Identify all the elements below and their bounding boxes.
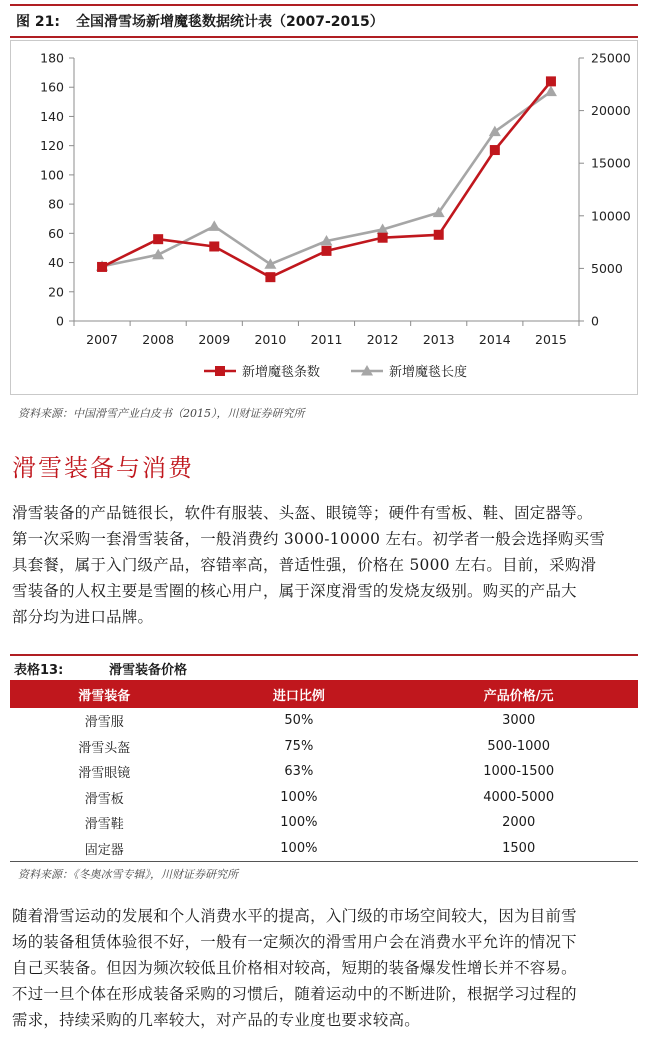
table-row [10,734,638,760]
table-cell: 固定器 [10,836,198,862]
table-title-bar [10,654,638,680]
figure-title: 全国滑雪场新增魔毯数据统计表（2007-2015） [76,14,384,30]
legend-label: 新增魔毯长度 [389,365,468,380]
table-title: 滑雪装备价格 [109,662,188,678]
paragraph-line: 不过一旦个体在形成装备采购的习惯后，随着运动中的不断进阶，根据学习过程的 [12,985,577,1003]
y-left-tick-label: 180 [40,50,64,66]
figure-number: 图 21: [16,14,60,30]
y-left-tick-label: 20 [48,284,64,300]
y-right-tick-label: 25000 [591,50,631,66]
y-left-tick-label: 120 [40,138,64,154]
paragraph-1 [12,500,638,630]
data-point-count [153,234,163,244]
column-header: 滑雪装备 [10,680,198,708]
table-header-row [10,680,638,708]
legend-label: 新增魔毯条数 [242,365,321,380]
table-cell: 滑雪鞋 [84,817,124,833]
table-cell: 75% [284,738,314,754]
table-cell: 滑雪板 [84,791,124,807]
table-cell: 滑雪服 [84,715,124,731]
y-right-tick-label: 10000 [591,208,631,224]
y-right-tick-label: 20000 [591,103,631,119]
column-header: 产品价格/元 [399,680,638,708]
x-tick-label: 2011 [310,332,343,347]
table-row [10,810,638,836]
table-source: 资料来源：《冬奥冰雪专辑》，川财证券研究所 [18,868,238,881]
x-tick-label: 2007 [86,332,118,347]
y-right-tick-label: 5000 [591,260,623,276]
y-left-tick-label: 80 [48,196,64,212]
y-left-tick-label: 0 [56,313,64,329]
data-point-count [322,246,332,256]
x-tick-label: 2015 [535,332,567,347]
paragraph-line: 自己买装备。但因为频次较低且价格相对较高，短期的装备爆发性增长并不容易。 [12,959,577,977]
data-point-length [208,220,220,231]
table-cell: 1000-1500 [483,764,555,780]
y-left-tick-label: 140 [40,108,64,124]
table-cell: 滑雪眼镜 [78,766,131,782]
table-cell: 63% [284,764,314,780]
data-point-count [434,230,444,240]
table-cell: 100% [280,789,318,805]
y-left-tick-label: 100 [40,167,64,183]
data-point-count [546,76,556,86]
table-row [10,836,638,862]
y-left-tick-label: 60 [48,225,64,241]
table-cell: 3000 [502,713,536,729]
figure-source: 资料来源：中国滑雪产业白皮书（2015），川财证券研究所 [18,407,305,420]
paragraph-line: 第一次采购一套滑雪装备，一般消费约 3000-10000 左右。初学者一般会选择购买雪 [12,530,606,548]
legend-marker-square [215,366,225,376]
paragraph-line: 具套餐，属于入门级产品，容错率高，普适性强，价格在 5000 左右。目前，采购滑 [12,556,597,574]
paragraph-line: 需求，持续采购的几率较大，对产品的专业度也要求较高。 [12,1011,420,1029]
price-table [10,680,638,862]
paragraph-line: 雪装备的人权主要是雪圈的核心用户，属于深度滑雪的发烧友级别。购买的产品大 [12,582,577,600]
table-row [10,785,638,811]
paragraph-2 [12,903,638,1033]
paragraph-line: 随着滑雪运动的发展和个人消费水平的提高，入门级的市场空间较大，因为目前雪 [12,907,577,925]
x-tick-label: 2010 [254,332,287,347]
y-left-tick-label: 160 [40,79,64,95]
paragraph-line: 场的装备租赁体验很不好，一般有一定频次的滑雪用户会在消费水平允许的情况下 [12,933,577,951]
paragraph-line: 部分均为进口品牌。 [12,608,154,626]
data-point-count [209,241,219,251]
data-point-count [378,233,388,243]
table-cell: 100% [198,836,399,862]
table-cell: 1500 [399,836,638,862]
data-point-count [97,262,107,272]
table-cell: 50% [284,713,314,729]
chart-container [10,40,638,395]
y-left-tick-label: 40 [48,255,64,271]
data-point-count [265,272,275,282]
table-row [10,759,638,785]
x-tick-label: 2013 [422,332,455,347]
table-cell: 100% [280,815,318,831]
x-tick-label: 2014 [478,332,511,347]
table-cell: 滑雪头盔 [78,740,131,756]
table-cell: 2000 [502,815,536,831]
table-number: 表格13: [14,662,64,678]
x-tick-label: 2009 [198,332,231,347]
y-right-tick-label: 15000 [591,155,631,171]
paragraph-line: 滑雪装备的产品链很长，软件有服装、头盔、眼镜等；硬件有雪板、鞋、固定器等。 [12,504,593,522]
x-tick-label: 2008 [142,332,175,347]
section-title: 滑雪装备与消费 [12,454,194,482]
column-header: 进口比例 [198,680,399,708]
data-point-count [490,145,500,155]
y-right-tick-label: 0 [591,313,599,329]
line-chart [11,41,639,396]
x-tick-label: 2012 [366,332,399,347]
figure-title-bar [10,4,638,38]
table-cell: 500-1000 [487,738,550,754]
table-cell: 4000-5000 [483,789,555,805]
table-row [10,708,638,734]
